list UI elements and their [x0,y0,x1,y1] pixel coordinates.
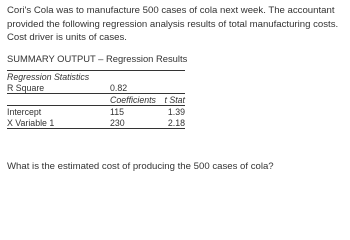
table-row [7,117,185,129]
t-stat-value: 2.18 [160,117,185,129]
coefficient-value: 115 [110,106,125,117]
problem-statement: Cori's Cola was to manufacture 500 cases of cola next week. The accountant provided the following regression analysis results of total manufacturing costs. Cost driver is units of cases. [7,5,339,44]
regression-results-table [7,70,185,129]
r-square-row [7,82,185,94]
row-label: Intercept [7,106,42,117]
question-prompt: What is the estimated cost of producing the 500 cases of cola? [7,161,274,172]
r-square-label: R Square [7,82,110,94]
t-stat-value: 1.39 [167,106,185,117]
t-stat-header: t Stat [160,94,185,106]
coefficient-value: 230 [110,117,160,129]
regression-statistics-header: Regression Statistics [7,71,110,83]
r-square-value: 0.82 [110,82,160,94]
stats-header-row [7,71,185,83]
row-label: X Variable 1 [7,117,110,129]
coefficients-header: Coefficients [110,94,160,106]
table-row [7,106,185,118]
coefficients-header-row [7,94,185,106]
summary-output-title: SUMMARY OUTPUT – Regression Results [7,53,188,64]
